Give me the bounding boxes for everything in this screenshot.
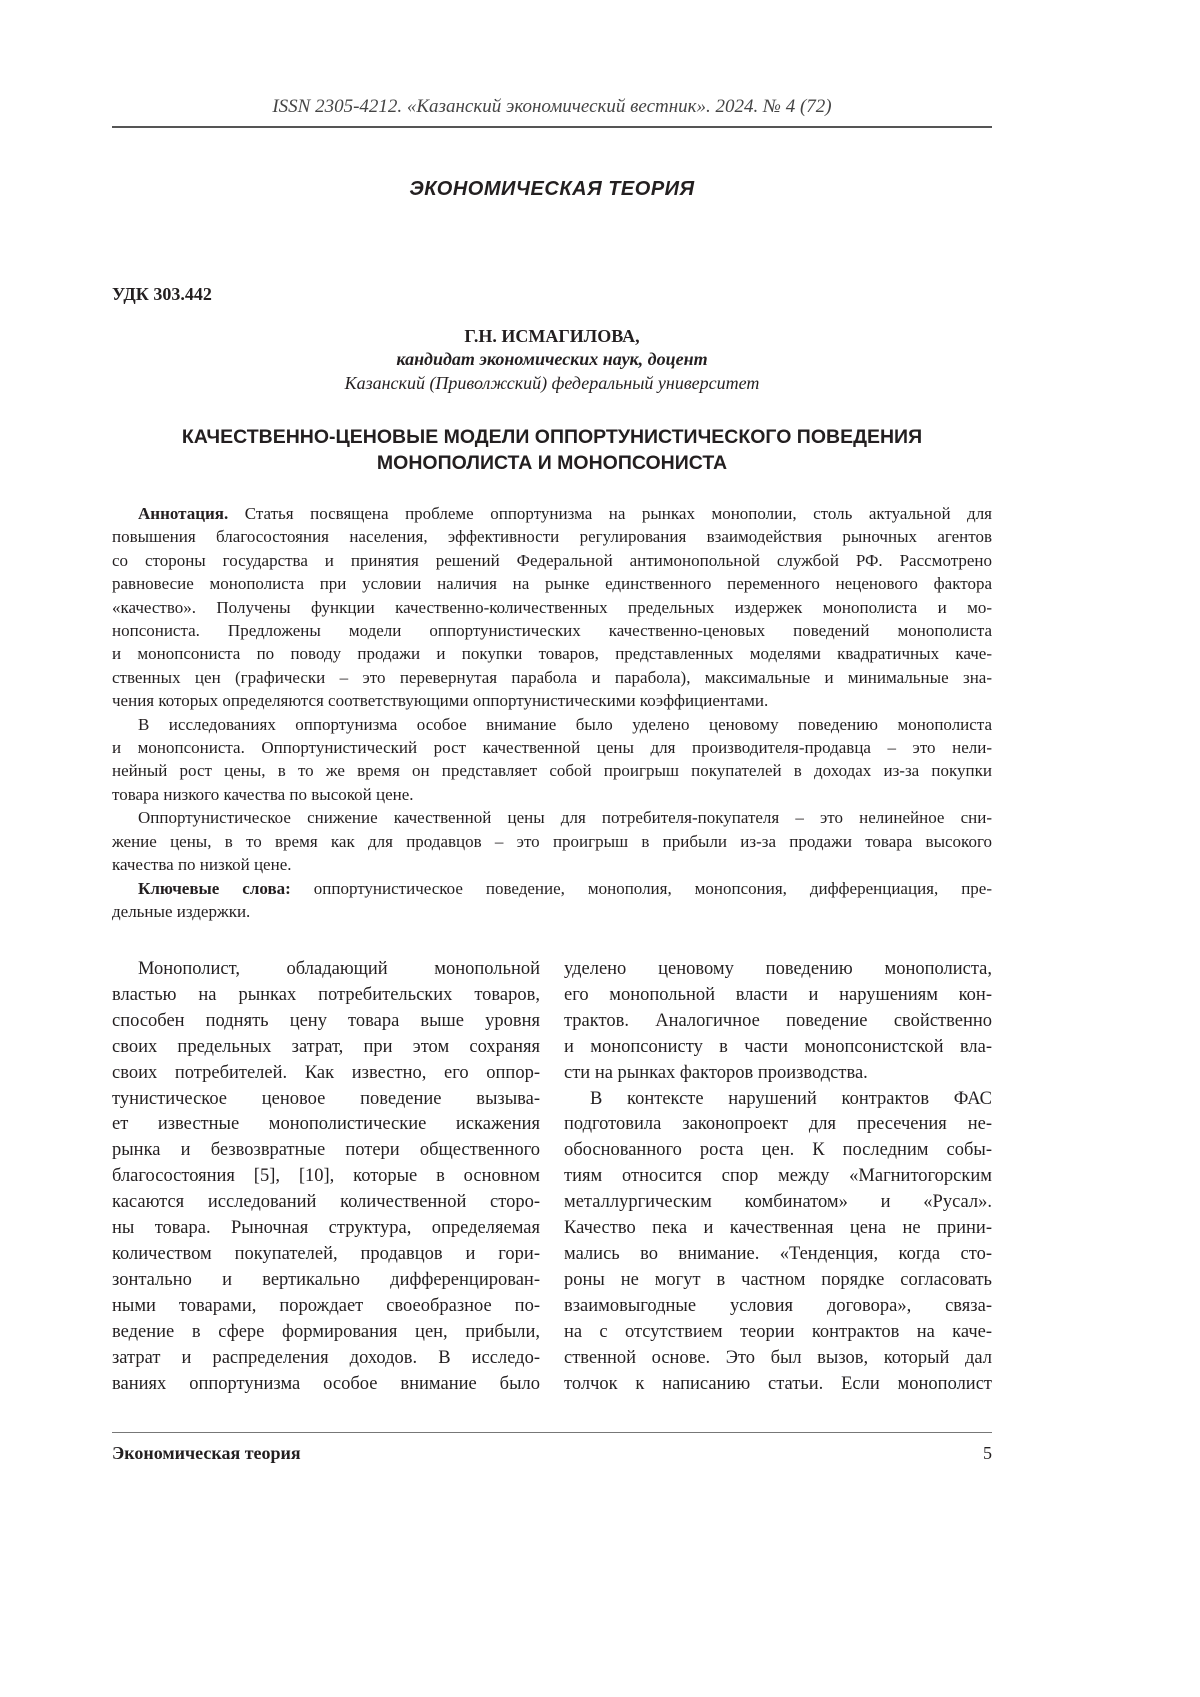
abstract-line: «качество». Получены функции качественно-количественных предельных издержек монополиста и мо- (112, 597, 992, 617)
body-line: благосостояния [5], [10], которые в основном (112, 1166, 540, 1187)
abstract-line: товара низкого качества по высокой цене. (112, 784, 414, 804)
footer-section: Экономическая теория (112, 1443, 301, 1463)
body-line: обоснованного роста цен. К последним собы- (564, 1140, 992, 1161)
abstract-line: и монопсониста по поводу продажи и покупки товаров, представленных моделями квадратичных каче- (112, 644, 992, 664)
body-line: ваниях оппортунизма особое внимание было (112, 1373, 540, 1394)
body-line: Качество пека и качественная цена не прини- (564, 1218, 992, 1239)
body-line: затрат и распределения доходов. В исследо- (112, 1347, 540, 1368)
body-line: ет известные монополистические искажения (112, 1114, 540, 1135)
footer-rule (112, 1432, 992, 1433)
body-line: ведение в сфере формирования цен, прибыли, (112, 1321, 540, 1342)
author-degree: кандидат экономических наук, доцент (396, 349, 708, 369)
page-number: 5 (983, 1443, 992, 1463)
body-right-column (564, 957, 992, 1397)
body-line: ственной основе. Это был вызов, который дал (564, 1347, 992, 1368)
body-line: сти на рынках факторов производства. (564, 1062, 868, 1083)
body-line: роны не могут в частном порядке согласовать (564, 1269, 992, 1290)
journal-header: ISSN 2305-4212. «Казанский экономический вестник». 2024. № 4 (72) (272, 96, 832, 117)
author-name: Г.Н. ИСМАГИЛОВА, (464, 326, 640, 346)
body-line: зонтально и вертикально дифференцирован- (112, 1269, 540, 1290)
abstract-line: жение цены, в то время как для продавцов – это проигрыш в прибыли из-за продажи товара высокого (112, 831, 992, 851)
body-line: уделено ценовому поведению монополиста, (564, 959, 992, 979)
body-line: тиям относится спор между «Магнитогорским (564, 1166, 992, 1187)
body-line: В контексте нарушений контрактов ФАС (590, 1088, 992, 1109)
abstract-line: качества по низкой цене. (112, 855, 292, 875)
body-line: на с отсутствием теории контрактов на каче- (564, 1321, 992, 1342)
abstract-line: равновесие монополиста при условии наличия на рынке единственного переменного неценового фактора (112, 574, 992, 594)
body-line: своих потребителей. Как известно, его оппор- (112, 1062, 540, 1083)
body-line: рынка и безвозвратные потери общественного (112, 1140, 540, 1161)
body-line: взаимовыгодные условия договора», связа- (564, 1295, 992, 1316)
author-affiliation: Казанский (Приволжский) федеральный университет (344, 373, 760, 393)
abstract-line: нопсониста. Предложены модели оппортунистических качественно-ценовых поведений монополиста (112, 621, 992, 641)
body-line: ными товарами, порождает своеобразное по- (112, 1295, 540, 1316)
header-rule (112, 126, 992, 128)
abstract-line: и монопсониста. Оппортунистический рост качественной цены для производителя-продавца – это нели- (112, 738, 992, 758)
abstract-line: чения которых определяются соответствующими оппортунистическими коэффициентами. (112, 691, 769, 711)
body-line: Монополист, обладающий монопольной (138, 959, 540, 979)
keywords-line: дельные издержки. (112, 901, 251, 921)
body-line: количеством покупателей, продавцов и гори- (112, 1243, 540, 1264)
body-line: ны товара. Рыночная структура, определяемая (112, 1218, 540, 1239)
body-line: мались во внимание. «Тенденция, когда сто- (564, 1243, 992, 1264)
body-line: касаются исследований количественной сторо- (112, 1192, 540, 1213)
body-left-column (112, 957, 540, 1397)
abstract-line: ственных цен (графически – это перевернутая парабола и парабола), максимальные и минимальные зна- (112, 667, 992, 687)
udk-code: УДК 303.442 (112, 284, 212, 304)
keywords-text: оппортунистическое поведение, монополия, монопсония, дифференциация, пре- (313, 878, 993, 898)
body-line: его монопольной власти и нарушениям кон- (564, 984, 992, 1005)
abstract (112, 502, 992, 923)
body-line: властью на рынках потребительских товаров, (112, 984, 540, 1005)
body-line: подготовила законопроект для пресечения не- (564, 1114, 992, 1135)
body-line: способен поднять цену товара выше уровня (112, 1010, 540, 1031)
body-line: своих предельных затрат, при этом сохраняя (112, 1036, 540, 1057)
body-line: толчок к написанию статьи. Если монополист (564, 1373, 992, 1394)
section-title: ЭКОНОМИЧЕСКАЯ ТЕОРИЯ (409, 178, 695, 200)
abstract-text: Статья посвящена проблеме оппортунизма на рынках монополии, столь актуальной для (244, 504, 992, 523)
abstract-line: В исследованиях оппортунизма особое внимание было уделено ценовому поведению монополиста (138, 714, 992, 734)
article-title-line: КАЧЕСТВЕННО-ЦЕНОВЫЕ МОДЕЛИ ОППОРТУНИСТИЧЕСКОГО ПОВЕДЕНИЯ (181, 426, 923, 448)
abstract-label: Аннотация. (138, 504, 229, 523)
article-title (112, 424, 992, 476)
keywords-line (112, 877, 992, 900)
abstract-line (112, 502, 992, 525)
body-line: тунистическое ценовое поведение вызыва- (112, 1088, 540, 1109)
abstract-line: со стороны государства и принятия решений Федеральной антимонопольной службой РФ. Рассмотрено (112, 550, 992, 570)
body-line: и монопсонисту в части монопсонистской вла- (564, 1036, 992, 1057)
abstract-line: Оппортунистическое снижение качественной цены для потребителя-покупателя – это нелинейное сни- (138, 808, 992, 828)
abstract-line: повышения благосостояния населения, эффективности регулирования взаимодействия рыночных агентов (112, 527, 992, 547)
body-line: трактов. Аналогичное поведение свойственно (564, 1010, 992, 1031)
abstract-line: нейный рост цены, в то же время он представляет собой проигрыш покупателей в доходах из-за покупки (112, 761, 992, 781)
article-title-line: МОНОПОЛИСТА И МОНОПСОНИСТА (376, 452, 728, 474)
keywords-label: Ключевые слова: (138, 878, 291, 898)
body-line: металлургическим комбинатом» и «Русал». (564, 1192, 992, 1213)
